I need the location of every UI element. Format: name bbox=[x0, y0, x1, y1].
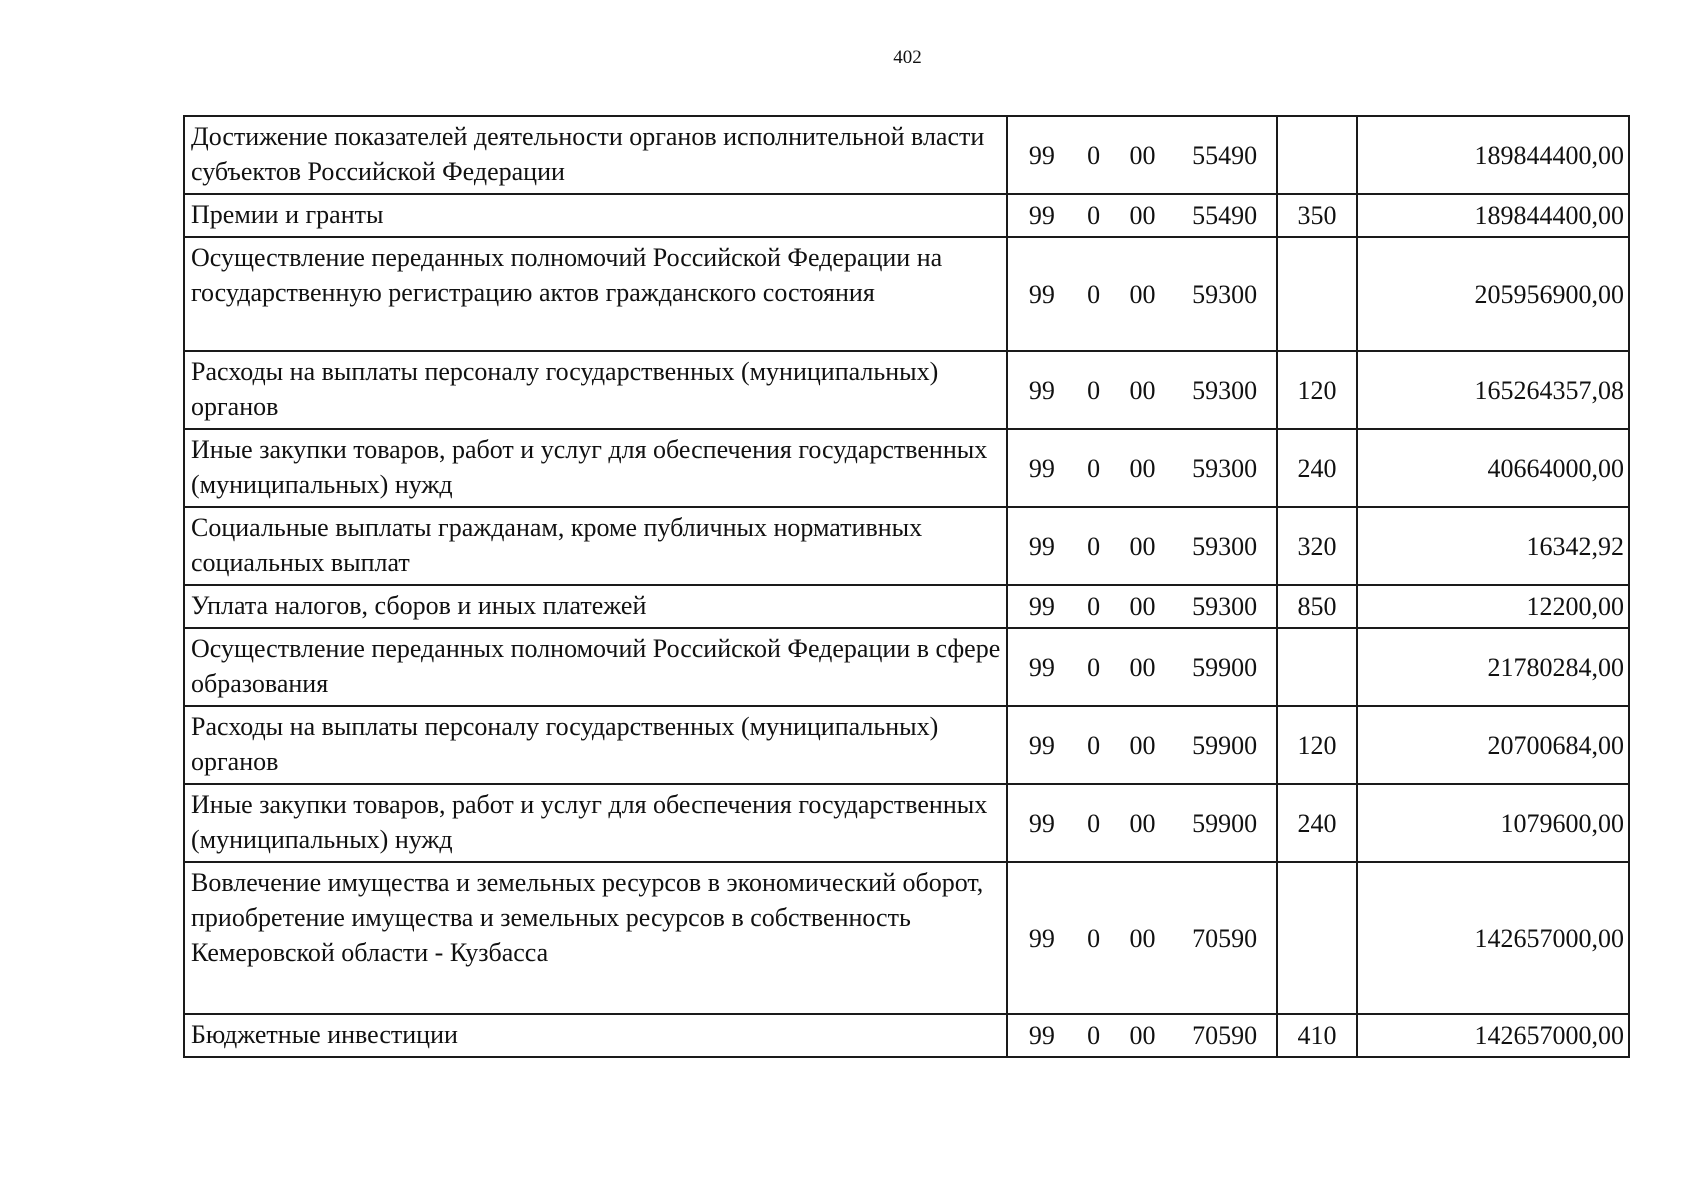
expense-type-code: 120 bbox=[1277, 706, 1357, 784]
amount: 16342,92 bbox=[1357, 507, 1629, 585]
code-program: 99 bbox=[1028, 808, 1055, 838]
expense-name: Расходы на выплаты персоналу государственных (муниципальных) органов bbox=[184, 706, 1007, 784]
table-row bbox=[184, 429, 1629, 507]
code-program: 99 bbox=[1028, 279, 1055, 309]
code-program: 99 bbox=[1028, 652, 1055, 682]
code-activity: 00 bbox=[1129, 375, 1156, 405]
code-activity: 00 bbox=[1129, 808, 1156, 838]
code-subprogram: 0 bbox=[1087, 375, 1101, 405]
expense-name: Достижение показателей деятельности органов исполнительной власти субъектов Российской Федерации bbox=[184, 116, 1007, 194]
target-article-code bbox=[1007, 784, 1277, 862]
amount: 142657000,00 bbox=[1357, 862, 1629, 1014]
expense-name: Социальные выплаты гражданам, кроме публичных нормативных социальных выплат bbox=[184, 507, 1007, 585]
code-direction: 59900 bbox=[1192, 808, 1258, 838]
code-program: 99 bbox=[1028, 730, 1055, 760]
table-row bbox=[184, 628, 1629, 706]
amount: 1079600,00 bbox=[1357, 784, 1629, 862]
page-number: 402 bbox=[893, 47, 922, 68]
code-direction: 59300 bbox=[1192, 592, 1258, 621]
table-row bbox=[184, 585, 1629, 628]
code-program: 99 bbox=[1028, 923, 1055, 953]
code-activity: 00 bbox=[1129, 140, 1156, 170]
code-activity: 00 bbox=[1129, 201, 1156, 230]
code-program: 99 bbox=[1028, 592, 1055, 621]
expense-name: Бюджетные инвестиции bbox=[184, 1014, 1007, 1057]
target-article-code bbox=[1007, 507, 1277, 585]
code-subprogram: 0 bbox=[1087, 279, 1101, 309]
code-direction: 59900 bbox=[1192, 652, 1258, 682]
code-direction: 55490 bbox=[1192, 201, 1258, 230]
expense-type-code: 240 bbox=[1277, 429, 1357, 507]
code-direction: 55490 bbox=[1192, 140, 1258, 170]
table-row bbox=[184, 507, 1629, 585]
table-row bbox=[184, 1014, 1629, 1057]
amount: 189844400,00 bbox=[1357, 194, 1629, 237]
code-subprogram: 0 bbox=[1087, 201, 1101, 230]
amount: 142657000,00 bbox=[1357, 1014, 1629, 1057]
target-article-code bbox=[1007, 194, 1277, 237]
expense-type-code: 120 bbox=[1277, 351, 1357, 429]
code-activity: 00 bbox=[1129, 592, 1156, 621]
budget-table bbox=[183, 115, 1630, 1058]
code-direction: 59900 bbox=[1192, 730, 1258, 760]
table-row bbox=[184, 706, 1629, 784]
expense-name: Иные закупки товаров, работ и услуг для обеспечения государственных (муниципальных) нужд bbox=[184, 784, 1007, 862]
target-article-code bbox=[1007, 351, 1277, 429]
code-direction: 59300 bbox=[1192, 531, 1258, 561]
expense-type-code bbox=[1277, 237, 1357, 351]
code-direction: 70590 bbox=[1192, 1021, 1258, 1050]
code-subprogram: 0 bbox=[1087, 453, 1101, 483]
amount: 189844400,00 bbox=[1357, 116, 1629, 194]
expense-type-code: 320 bbox=[1277, 507, 1357, 585]
expense-name: Уплата налогов, сборов и иных платежей bbox=[184, 585, 1007, 628]
expense-name: Осуществление переданных полномочий Российской Федерации в сфере образования bbox=[184, 628, 1007, 706]
code-direction: 59300 bbox=[1192, 279, 1258, 309]
code-activity: 00 bbox=[1129, 1021, 1156, 1050]
code-program: 99 bbox=[1028, 201, 1055, 230]
amount: 21780284,00 bbox=[1357, 628, 1629, 706]
expense-name: Премии и гранты bbox=[184, 194, 1007, 237]
expense-type-code: 240 bbox=[1277, 784, 1357, 862]
table-row bbox=[184, 784, 1629, 862]
code-subprogram: 0 bbox=[1087, 808, 1101, 838]
code-program: 99 bbox=[1028, 1021, 1055, 1050]
target-article-code bbox=[1007, 585, 1277, 628]
expense-name: Иные закупки товаров, работ и услуг для обеспечения государственных (муниципальных) нужд bbox=[184, 429, 1007, 507]
expense-name: Осуществление переданных полномочий Российской Федерации на государственную регистрацию актов гражданского состояния bbox=[184, 237, 1007, 351]
code-activity: 00 bbox=[1129, 730, 1156, 760]
code-subprogram: 0 bbox=[1087, 923, 1101, 953]
amount: 20700684,00 bbox=[1357, 706, 1629, 784]
code-subprogram: 0 bbox=[1087, 592, 1101, 621]
amount: 205956900,00 bbox=[1357, 237, 1629, 351]
expense-name: Вовлечение имущества и земельных ресурсов в экономический оборот, приобретение имущества и земельных ресурсов в собственность Кемеровской области - Кузбасса bbox=[184, 862, 1007, 1014]
table-row bbox=[184, 194, 1629, 237]
expense-type-code bbox=[1277, 628, 1357, 706]
target-article-code bbox=[1007, 429, 1277, 507]
table-row bbox=[184, 237, 1629, 351]
code-subprogram: 0 bbox=[1087, 730, 1101, 760]
target-article-code bbox=[1007, 862, 1277, 1014]
code-direction: 59300 bbox=[1192, 375, 1258, 405]
expense-type-code: 410 bbox=[1277, 1014, 1357, 1057]
expense-name: Расходы на выплаты персоналу государственных (муниципальных) органов bbox=[184, 351, 1007, 429]
expense-type-code: 850 bbox=[1277, 585, 1357, 628]
amount: 12200,00 bbox=[1357, 585, 1629, 628]
code-direction: 59300 bbox=[1192, 453, 1258, 483]
target-article-code bbox=[1007, 237, 1277, 351]
code-subprogram: 0 bbox=[1087, 1021, 1101, 1050]
table-row bbox=[184, 116, 1629, 194]
expense-type-code bbox=[1277, 116, 1357, 194]
amount: 165264357,08 bbox=[1357, 351, 1629, 429]
code-activity: 00 bbox=[1129, 531, 1156, 561]
expense-type-code: 350 bbox=[1277, 194, 1357, 237]
code-activity: 00 bbox=[1129, 923, 1156, 953]
code-program: 99 bbox=[1028, 140, 1055, 170]
code-activity: 00 bbox=[1129, 652, 1156, 682]
target-article-code bbox=[1007, 706, 1277, 784]
code-subprogram: 0 bbox=[1087, 652, 1101, 682]
table-row bbox=[184, 862, 1629, 1014]
code-subprogram: 0 bbox=[1087, 140, 1101, 170]
table-body bbox=[184, 116, 1629, 1057]
code-program: 99 bbox=[1028, 453, 1055, 483]
target-article-code bbox=[1007, 1014, 1277, 1057]
target-article-code bbox=[1007, 116, 1277, 194]
table-row bbox=[184, 351, 1629, 429]
code-activity: 00 bbox=[1129, 453, 1156, 483]
code-program: 99 bbox=[1028, 531, 1055, 561]
code-subprogram: 0 bbox=[1087, 531, 1101, 561]
code-program: 99 bbox=[1028, 375, 1055, 405]
target-article-code bbox=[1007, 628, 1277, 706]
code-activity: 00 bbox=[1129, 279, 1156, 309]
amount: 40664000,00 bbox=[1357, 429, 1629, 507]
expense-type-code bbox=[1277, 862, 1357, 1014]
code-direction: 70590 bbox=[1192, 923, 1258, 953]
